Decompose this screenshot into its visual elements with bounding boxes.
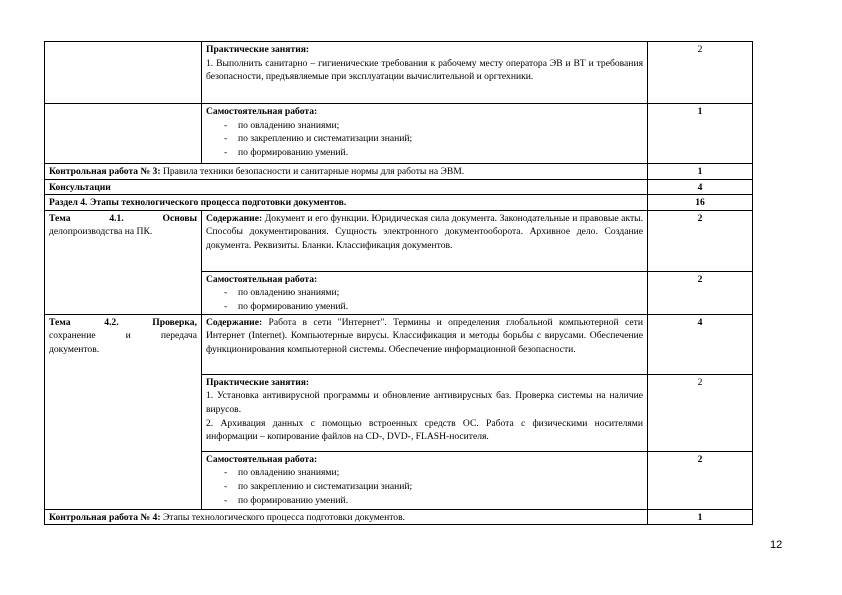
dash-list <box>206 466 643 507</box>
hours-cell: 1 <box>648 104 753 164</box>
topic-cell: Тема 4.2. Проверка, сохранение и передача документов. <box>45 314 202 509</box>
section-heading: Самостоятельная работа: <box>206 106 318 117</box>
content-cell <box>202 451 648 509</box>
topic-title: Тема 4.2. Проверка, <box>49 316 197 328</box>
table-row <box>45 314 753 374</box>
topic-cell: Тема 4.1. Основы делопроизводства на ПК. <box>45 210 202 314</box>
hours-cell: 4 <box>648 314 753 374</box>
section-heading: Содержание: <box>206 212 263 224</box>
table-row <box>45 42 753 104</box>
content-cell <box>202 42 648 104</box>
list-item: - по формированию умений. <box>224 300 643 314</box>
section-heading: Содержание: <box>206 316 263 328</box>
dash-list <box>206 119 643 160</box>
table-row <box>45 104 753 164</box>
content-cell: Содержание: Работа в сети "Интернет". Термины и определения глобальной компьютерной сети Интернет (Internet). Компьютерные вирусы. Классификация и методы борьбы с вирусами. Обеспечение функционирования компьютерной системы. Обеспечение информационной безопасности. <box>202 314 648 374</box>
content-cell <box>202 374 648 451</box>
hours-cell: 1 <box>648 509 753 525</box>
table-row <box>45 164 753 180</box>
control-work-label: Контрольная работа № 3: <box>49 166 161 177</box>
list-item: - по формированию умений. <box>224 494 643 508</box>
table-row <box>45 179 753 195</box>
hours-cell: 2 <box>648 271 753 314</box>
section-heading: Самостоятельная работа: <box>206 273 318 285</box>
hours-cell: 2 <box>648 42 753 104</box>
hours-cell: 2 <box>648 374 753 451</box>
table-row <box>45 210 753 271</box>
table-row <box>45 509 753 525</box>
control-work-cell: Контрольная работа № 3: Правила техники безопасности и санитарные нормы для работы на ЭВМ. <box>45 164 648 180</box>
topic-cell <box>45 104 202 164</box>
hours-cell: 2 <box>648 451 753 509</box>
task-item: 1. Установка антивирусной программы и обновление антивирусных баз. Проверка системы на наличие вирусов. <box>206 390 643 415</box>
section-heading: Практические занятия: <box>206 376 310 388</box>
hours-cell: 4 <box>648 179 753 195</box>
list-item: - по овладению знаниями; <box>224 286 643 300</box>
hours-cell: 1 <box>648 164 753 180</box>
page-number: 12 <box>770 539 783 551</box>
dash-list <box>206 286 643 313</box>
curriculum-table <box>44 41 753 525</box>
topic-cell <box>45 42 202 104</box>
task-item: 1. Выполнить санитарно – гигиенические требования к рабочему месту оператора ЭВ и ВТ и требования безопасности, предъявляемые при эксплуатации вычислительной и оргтехники. <box>206 57 643 83</box>
content-cell <box>202 104 648 164</box>
list-item: - по закреплению и систематизации знаний; <box>224 132 643 146</box>
content-cell: Содержание: Документ и его функции. Юридическая сила документа. Законодательные и правовые акты. Способы документирования. Сущность электронного документооборота. Архивное дело. Создание документа. Реквизиты. Бланки. Классификация документов. <box>202 210 648 271</box>
hours-cell: 2 <box>648 210 753 271</box>
control-work-cell: Контрольная работа № 4: Этапы технологического процесса подготовки документов. <box>45 509 648 525</box>
task-item: 2. Архивация данных с помощью встроенных средств ОС. Работа с физическими носителями информации – копирование файлов на CD-, DVD-, FLASH-носителя. <box>206 417 643 443</box>
hours-cell: 16 <box>648 195 753 211</box>
consultations-cell: Консультации <box>45 179 648 195</box>
list-item: - по овладению знаниями; <box>224 466 643 480</box>
section-heading: Практические занятия: <box>206 44 310 55</box>
control-work-label: Контрольная работа № 4: <box>49 511 161 523</box>
content-cell <box>202 271 648 314</box>
section-heading: Самостоятельная работа: <box>206 453 318 465</box>
topic-title: Тема 4.1. Основы <box>49 212 197 224</box>
section-title-cell: Раздел 4. Этапы технологического процесса подготовки документов. <box>45 195 648 211</box>
list-item: - по овладению знаниями; <box>224 119 643 133</box>
list-item: - по формированию умений. <box>224 146 643 160</box>
table-row <box>45 195 753 211</box>
list-item: - по закреплению и систематизации знаний; <box>224 480 643 494</box>
